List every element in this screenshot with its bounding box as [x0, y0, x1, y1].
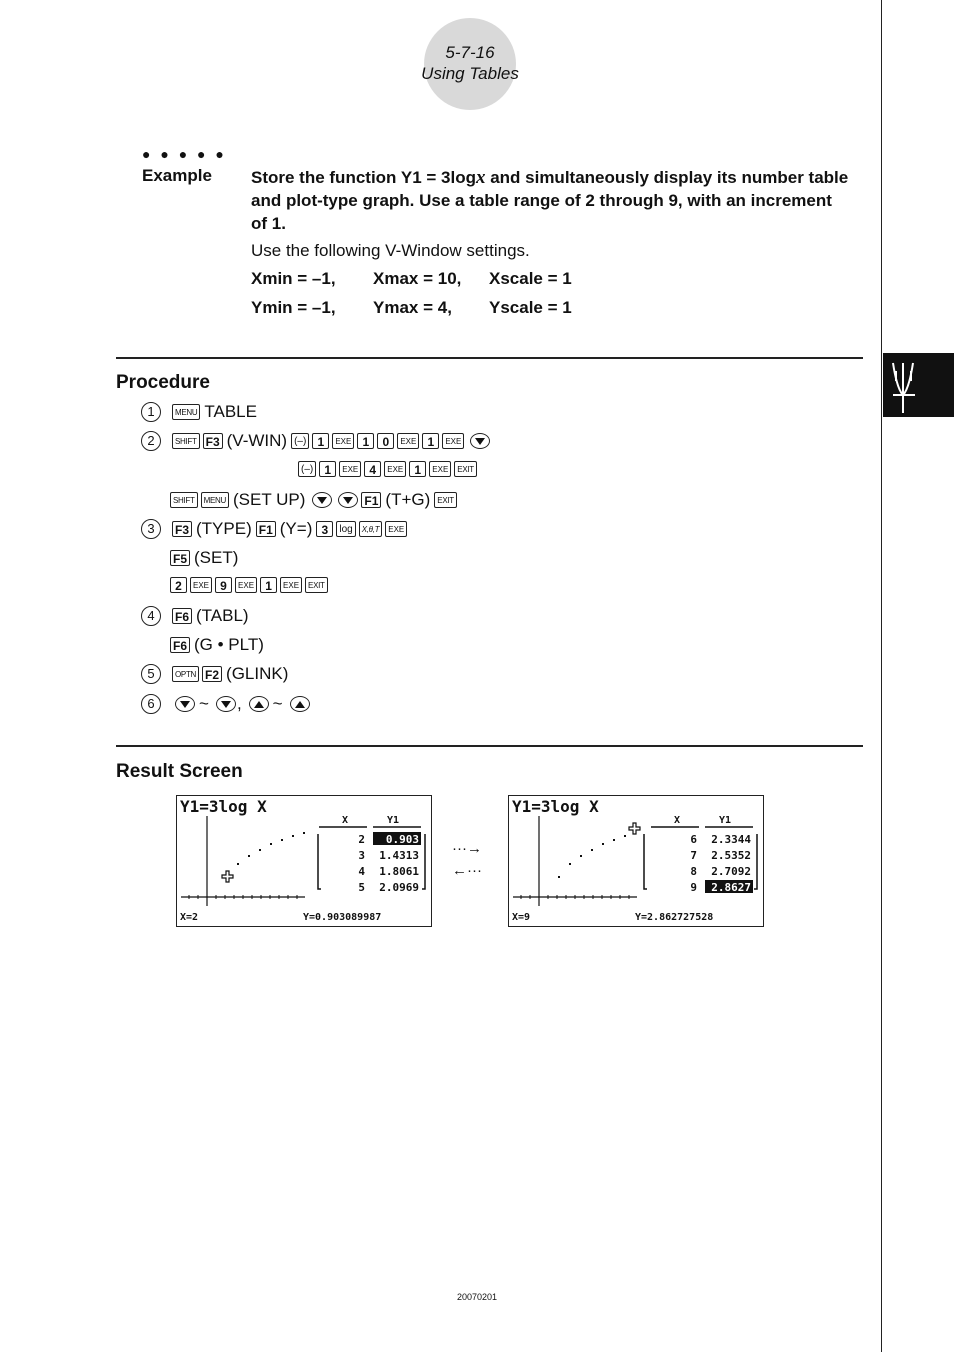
table-header-y1: Y1 [387, 815, 400, 826]
table-cell: 5 [358, 881, 365, 894]
exe-key: EXE [442, 433, 464, 449]
optn-key: OPTN [172, 666, 199, 682]
ymax-setting: Ymax = 4, [373, 298, 452, 317]
table-cell: 7 [690, 849, 697, 862]
negative-key: (–) [291, 433, 309, 449]
f3-key: F3 [172, 521, 192, 537]
table-cell: 1.8061 [379, 865, 419, 878]
margin-rule [881, 0, 882, 1352]
lcd-display [177, 796, 431, 926]
xmax-setting: Xmax = 10, [373, 269, 462, 288]
f1-key: F1 [256, 521, 276, 537]
digit-key: 9 [215, 577, 232, 593]
status-y-value: Y=0.903089987 [303, 912, 382, 923]
digit-key: 0 [377, 433, 394, 449]
vwindow-intro: Use the following V-Window settings. [251, 241, 530, 260]
step-3-line-3 [170, 577, 331, 593]
yscale-setting: Yscale = 1 [489, 298, 572, 317]
exe-key: EXE [429, 461, 451, 477]
table-cell: 4 [358, 865, 365, 878]
digit-key: 1 [422, 433, 439, 449]
cursor-up-icon [290, 696, 310, 712]
step-4: 4 F6 (TABL) [141, 606, 253, 626]
step-3: 3 F3 (TYPE) F1 (Y=) 3 log X,θ,T EXE [141, 519, 410, 539]
step-3-line-2: F5 (SET) [170, 548, 242, 568]
graph-function-title: Y1=3log X [180, 797, 267, 816]
arrow-forward: ···→ [452, 840, 482, 857]
exe-key: EXE [397, 433, 419, 449]
digit-key: 2 [170, 577, 187, 593]
divider [116, 357, 863, 359]
cursor-down-icon [312, 492, 332, 508]
procedure-heading: Procedure [116, 372, 210, 393]
exe-key: EXE [190, 577, 212, 593]
arrow-back: ←··· [452, 862, 482, 879]
digit-key: 1 [357, 433, 374, 449]
step-number: 3 [141, 519, 161, 539]
shift-key: SHIFT [172, 433, 200, 449]
graph-tab-icon [883, 353, 954, 417]
x-theta-t-key: X,θ,T [359, 521, 383, 537]
f5-key: F5 [170, 550, 190, 566]
xmin-setting: Xmin = –1, [251, 269, 336, 288]
chapter-tab [883, 353, 954, 417]
plot-points [558, 835, 626, 878]
f6-key: F6 [170, 637, 190, 653]
step-number: 4 [141, 606, 161, 626]
exe-key: EXE [385, 521, 407, 537]
step-number: 1 [141, 402, 161, 422]
cursor-down-icon [470, 433, 490, 449]
status-x-value: X=9 [512, 912, 531, 923]
f1-key: F1 [361, 492, 381, 508]
table-cell: 2.3344 [711, 833, 751, 846]
ymin-setting: Ymin = –1, [251, 298, 336, 317]
table-cell: 9 [690, 881, 697, 894]
step-6: 6 ~ , ~ [141, 694, 313, 714]
digit-key: 1 [260, 577, 277, 593]
table-cell: 3 [358, 849, 365, 862]
digit-key: 3 [316, 521, 333, 537]
lcd-display [509, 796, 763, 926]
table-header-x: X [674, 815, 681, 826]
result-heading: Result Screen [116, 761, 243, 782]
step-number: 5 [141, 664, 161, 684]
f6-key: F6 [172, 608, 192, 624]
cursor-cross-icon [222, 871, 233, 882]
page-number: 5-7-16 [445, 43, 495, 62]
exe-key: EXE [332, 433, 354, 449]
table-cell-selected: 2.8627 [711, 881, 751, 894]
xscale-setting: Xscale = 1 [489, 269, 572, 288]
table-cell: 2.7092 [711, 865, 751, 878]
table-cell: 2.5352 [711, 849, 751, 862]
digit-key: 4 [364, 461, 381, 477]
example-bullets: ● ● ● ● ● [142, 146, 227, 162]
digit-key: 1 [319, 461, 336, 477]
section-title: Using Tables [421, 64, 519, 83]
table-header-y1: Y1 [719, 815, 732, 826]
table-cell: 6 [690, 833, 697, 846]
negative-key: (–) [298, 461, 316, 477]
calculator-screen-2 [508, 795, 764, 927]
cursor-down-icon [175, 696, 195, 712]
f2-key: F2 [202, 666, 222, 682]
step-5: 5 OPTN F2 (GLINK) [141, 664, 292, 684]
digit-key: 1 [409, 461, 426, 477]
digit-key: 1 [312, 433, 329, 449]
step-2-line-2 [298, 461, 480, 477]
cursor-down-icon [216, 696, 236, 712]
plot-points [226, 832, 305, 878]
cursor-up-icon [249, 696, 269, 712]
number-table [358, 833, 419, 894]
footer-code: 20070201 [456, 1292, 498, 1302]
table-cell: 8 [690, 865, 697, 878]
example-label: Example [142, 166, 212, 185]
exe-key: EXE [235, 577, 257, 593]
exe-key: EXE [339, 461, 361, 477]
graph-function-title: Y1=3log X [512, 797, 599, 816]
cursor-cross-icon [629, 823, 640, 834]
exit-key: EXIT [454, 461, 477, 477]
shift-key: SHIFT [170, 492, 198, 508]
step-1: 1 MENU TABLE [141, 402, 261, 422]
step-4-line-2: F6 (G • PLT) [170, 635, 268, 655]
status-x-value: X=2 [180, 912, 199, 923]
exe-key: EXE [280, 577, 302, 593]
step-number: 6 [141, 694, 161, 714]
step-2: 2 SHIFT F3 (V-WIN) (–) 1 EXE 1 0 EXE 1 EXE [141, 431, 493, 451]
table-header-x: X [342, 815, 349, 826]
exit-key: EXIT [434, 492, 457, 508]
f3-key: F3 [203, 433, 223, 449]
menu-key: MENU [172, 404, 200, 420]
exit-key: EXIT [305, 577, 328, 593]
example-statement: Store the function Y1 = 3logx and simultaneously display its number table and plot-type graph. Use a table range of 2 through 9, with an increment of 1. [251, 167, 849, 233]
table-cell-selected: 0.903 [385, 833, 419, 846]
cursor-down-icon [338, 492, 358, 508]
calculator-screen-1 [176, 795, 432, 927]
log-key: log [336, 521, 355, 537]
table-cell: 2 [358, 833, 365, 846]
step-2-line-3: SHIFT MENU (SET UP) F1 (T+G) EXIT [170, 490, 460, 510]
number-table [690, 833, 751, 894]
status-y-value: Y=2.862727528 [635, 912, 714, 923]
divider [116, 745, 863, 747]
table-cell: 1.4313 [379, 849, 419, 862]
table-cell: 2.0969 [379, 881, 419, 894]
menu-key: MENU [201, 492, 229, 508]
step-number: 2 [141, 431, 161, 451]
exe-key: EXE [384, 461, 406, 477]
